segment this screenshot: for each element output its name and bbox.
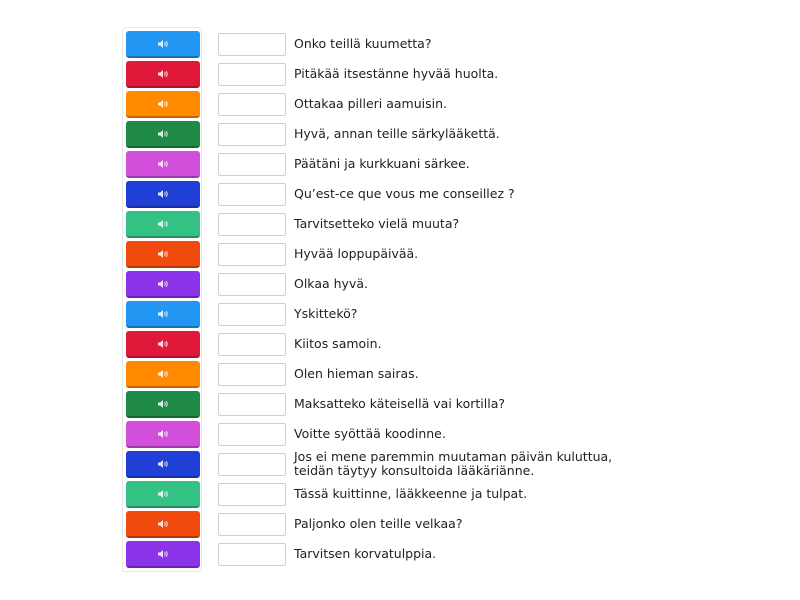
speaker-icon [157,39,169,49]
speaker-icon [157,399,169,409]
audio-tile[interactable] [126,331,200,358]
speaker-icon [157,159,169,169]
speaker-icon [157,459,169,469]
speaker-icon [157,519,169,529]
phrase-text: Yskittekö? [294,306,358,321]
audio-tile[interactable] [126,91,200,118]
audio-tile[interactable] [126,241,200,268]
audio-tile[interactable] [126,361,200,388]
audio-tile[interactable] [126,271,200,298]
speaker-icon [157,309,169,319]
phrase-text: Voitte syöttää koodinne. [294,426,446,441]
speaker-icon [157,339,169,349]
phrase-text: Kiitos samoin. [294,336,382,351]
phrase-text: Onko teillä kuumetta? [294,36,432,51]
phrase-text: Ottakaa pilleri aamuisin. [294,96,448,111]
answer-slot[interactable] [218,33,286,56]
answer-slot[interactable] [218,153,286,176]
answer-slot[interactable] [218,333,286,356]
answer-slot[interactable] [218,303,286,326]
audio-tile[interactable] [126,391,200,418]
phrase-text: Olen hieman sairas. [294,366,419,381]
answer-slot[interactable] [218,273,286,296]
answer-slot[interactable] [218,423,286,446]
phrase-text: Tarvitsetteko vielä muuta? [294,216,460,231]
phrase-text: Maksatteko käteisellä vai kortilla? [294,396,505,411]
speaker-icon [157,279,169,289]
audio-tile[interactable] [126,301,200,328]
answer-slot[interactable] [218,363,286,386]
answer-slot[interactable] [218,243,286,266]
answer-slot[interactable] [218,63,286,86]
phrase-text: Olkaa hyvä. [294,276,368,291]
audio-tile[interactable] [126,151,200,178]
answer-slot[interactable] [218,543,286,566]
speaker-icon [157,249,169,259]
speaker-icon [157,129,169,139]
answer-slot[interactable] [218,183,286,206]
audio-tile[interactable] [126,181,200,208]
audio-tile[interactable] [126,121,200,148]
phrase-text: Pitäkää itsestänne hyvää huolta. [294,66,499,81]
phrase-text: Paljonko olen teille velkaa? [294,516,463,531]
answer-slot[interactable] [218,513,286,536]
speaker-icon [157,429,169,439]
answer-slot[interactable] [218,213,286,236]
phrase-text: Hyvää loppupäivää. [294,246,419,261]
answer-slot[interactable] [218,93,286,116]
audio-tile[interactable] [126,481,200,508]
phrase-text: Hyvä, annan teille särkylääkettä. [294,126,500,141]
phrase-text: Päätäni ja kurkkuani särkee. [294,156,470,171]
answer-slot[interactable] [218,453,286,476]
answer-slot[interactable] [218,483,286,506]
answer-slot[interactable] [218,123,286,146]
speaker-icon [157,219,169,229]
speaker-icon [157,189,169,199]
answer-slot[interactable] [218,393,286,416]
speaker-icon [157,489,169,499]
speaker-icon [157,99,169,109]
audio-tile[interactable] [126,541,200,568]
speaker-icon [157,69,169,79]
audio-tile[interactable] [126,61,200,88]
phrase-text: Jos ei mene paremmin muutaman päivän kuluttua, teidän täytyy konsultoida lääkäriänne. [294,449,613,478]
audio-tile[interactable] [126,511,200,538]
audio-tile[interactable] [126,31,200,58]
phrase-text: Qu’est-ce que vous me conseillez ? [294,186,515,201]
speaker-icon [157,369,169,379]
phrase-text: Tässä kuittinne, lääkkeenne ja tulpat. [294,486,528,501]
audio-tile[interactable] [126,421,200,448]
audio-tile[interactable] [126,451,200,478]
phrase-text: Tarvitsen korvatulppia. [294,546,437,561]
audio-tile[interactable] [126,211,200,238]
speaker-icon [157,549,169,559]
